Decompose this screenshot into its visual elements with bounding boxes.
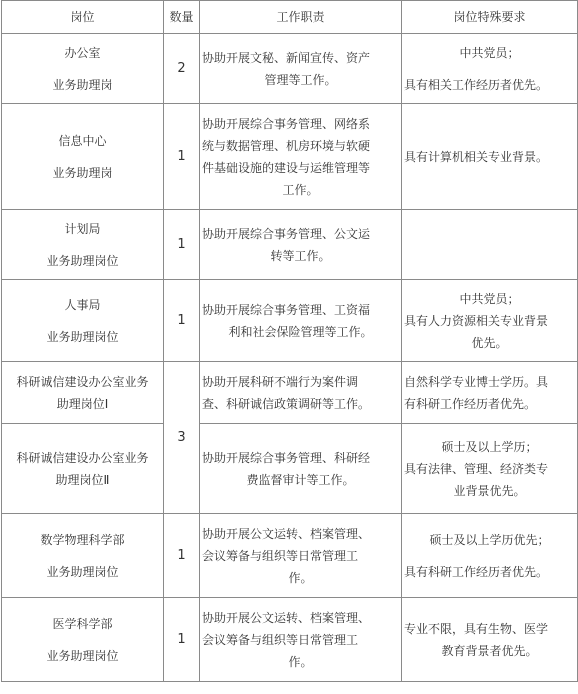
duty-line: 协助开展综合事务管理、公文运 xyxy=(202,226,371,241)
duty-line: 协助开展综合事务管理、网络系 xyxy=(202,116,371,131)
requirement-line: 业背景优先。 xyxy=(453,483,526,498)
duty-line: 作。 xyxy=(288,654,313,669)
table-row xyxy=(2,424,578,514)
position-dept: 办公室 xyxy=(64,45,101,60)
position-title: 业务助理岗 xyxy=(52,165,113,180)
position-dept: 人事局 xyxy=(64,297,101,312)
duty-line: 工作。 xyxy=(282,182,319,197)
requirement-line: 中共党员； xyxy=(459,45,520,60)
position-cell xyxy=(2,598,164,682)
duty-line: 查、科研诚信政策调研等工作。 xyxy=(202,396,371,411)
duty-cell xyxy=(200,104,402,210)
position-cell xyxy=(2,210,164,280)
requirement-line: 教育背景者优先。 xyxy=(441,643,538,658)
duty-line: 协助开展公文运转、档案管理、 xyxy=(202,610,371,625)
position-title: 业务助理岗位 xyxy=(46,648,119,663)
table-row xyxy=(2,280,578,362)
duty-line: 协助开展科研不端行为案件调 xyxy=(202,374,359,389)
requirement-line: 专业不限，具有生物、医学 xyxy=(404,621,549,636)
table-row xyxy=(2,34,578,104)
table-row xyxy=(2,362,578,424)
position-dept: 科研诚信建设办公室业务 xyxy=(16,450,149,465)
requirements-cell xyxy=(402,424,578,514)
duty-cell xyxy=(200,424,402,514)
recruitment-table xyxy=(1,0,578,682)
duty-cell xyxy=(200,598,402,682)
requirement-line: 具有人力资源相关专业背景 xyxy=(404,313,549,328)
count-cell: 1 xyxy=(164,280,200,362)
position-cell xyxy=(2,34,164,104)
position-dept: 数学物理科学部 xyxy=(40,532,125,547)
duty-line: 管理等工作。 xyxy=(264,72,337,87)
duty-line: 会议筹备与组织等日常管理工 xyxy=(202,632,359,647)
position-title: 助理岗位Ⅰ xyxy=(56,396,109,411)
duty-line: 协助开展综合事务管理、工资福 xyxy=(202,302,371,317)
header-requirements: 岗位特殊要求 xyxy=(402,1,578,34)
position-cell xyxy=(2,362,164,424)
duty-line: 协助开展综合事务管理、科研经 xyxy=(202,450,371,465)
duty-cell xyxy=(200,514,402,598)
duty-line: 协助开展公文运转、档案管理、 xyxy=(202,526,371,541)
position-dept: 医学科学部 xyxy=(52,616,113,631)
position-title: 助理岗位Ⅱ xyxy=(55,472,110,487)
table-row xyxy=(2,598,578,682)
position-title: 业务助理岗位 xyxy=(46,253,119,268)
duty-cell xyxy=(200,280,402,362)
header-row xyxy=(2,1,578,34)
duty-line: 件基础设施的建设与运维管理等 xyxy=(202,160,371,175)
table-row xyxy=(2,210,578,280)
duty-line: 费监督审计等工作。 xyxy=(246,472,355,487)
duty-line: 协助开展文秘、新闻宣传、资产 xyxy=(202,50,371,65)
requirement-line: 有科研工作经历者优先。 xyxy=(404,396,537,411)
requirement-line: 硕士及以上学历； xyxy=(441,439,538,454)
count-cell: 1 xyxy=(164,514,200,598)
requirements-cell xyxy=(402,514,578,598)
header-position: 岗位 xyxy=(2,1,164,34)
duty-cell xyxy=(200,362,402,424)
position-cell xyxy=(2,280,164,362)
requirement-line: 自然科学专业博士学历。具 xyxy=(404,374,549,389)
position-title: 业务助理岗 xyxy=(52,77,113,92)
requirements-cell xyxy=(402,362,578,424)
requirement-line: 中共党员； xyxy=(459,291,520,306)
duty-line: 转等工作。 xyxy=(270,248,331,263)
requirements-cell xyxy=(402,210,578,280)
requirement-line: 具有法律、管理、经济类专 xyxy=(404,461,549,476)
requirement-line: 优先。 xyxy=(471,335,508,350)
header-count: 数量 xyxy=(164,1,200,34)
requirement-line: 具有相关工作经历者优先。 xyxy=(404,77,549,92)
count-cell: 1 xyxy=(164,104,200,210)
position-title: 业务助理岗位 xyxy=(46,564,119,579)
duty-cell xyxy=(200,34,402,104)
count-cell: 1 xyxy=(164,210,200,280)
header-duty: 工作职责 xyxy=(200,1,402,34)
duty-line: 作。 xyxy=(288,570,313,585)
position-dept: 信息中心 xyxy=(58,133,107,148)
requirements-cell xyxy=(402,104,578,210)
duty-cell xyxy=(200,210,402,280)
count-cell: 1 xyxy=(164,598,200,682)
requirements-cell xyxy=(402,280,578,362)
position-cell xyxy=(2,514,164,598)
duty-line: 会议筹备与组织等日常管理工 xyxy=(202,548,359,563)
requirements-cell xyxy=(402,598,578,682)
count-cell: 2 xyxy=(164,34,200,104)
requirement-line: 具有科研工作经历者优先。 xyxy=(404,564,549,579)
requirement-line: 硕士及以上学历优先； xyxy=(429,532,550,547)
position-dept: 计划局 xyxy=(64,221,101,236)
table-row xyxy=(2,514,578,598)
requirements-cell xyxy=(402,34,578,104)
table-row xyxy=(2,104,578,210)
count-cell: 3 xyxy=(164,362,200,514)
position-dept: 科研诚信建设办公室业务 xyxy=(16,374,149,389)
duty-line: 统与数据管理、机房环境与软硬 xyxy=(202,138,371,153)
duty-line: 利和社会保险管理等工作。 xyxy=(228,324,373,339)
position-cell xyxy=(2,424,164,514)
requirement-line: 具有计算机相关专业背景。 xyxy=(404,149,549,164)
position-title: 业务助理岗位 xyxy=(46,329,119,344)
position-cell xyxy=(2,104,164,210)
